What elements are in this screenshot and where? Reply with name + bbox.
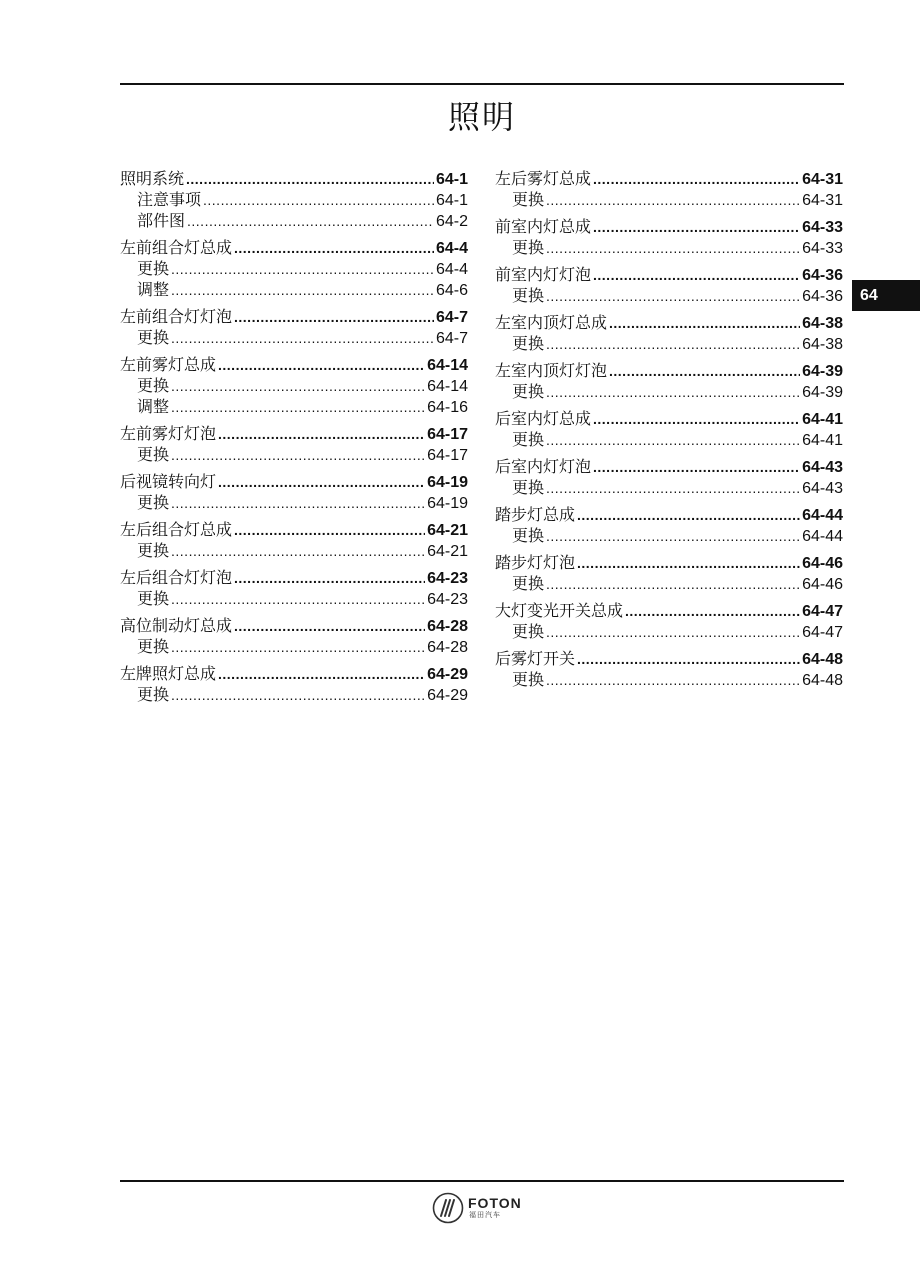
toc-subentry-title: 注意事项	[137, 190, 202, 209]
dot-leader	[218, 664, 425, 685]
toc-entry-page: 64-38	[802, 315, 843, 332]
dot-leader	[234, 520, 425, 541]
toc-entry-title: 左牌照灯总成	[120, 664, 217, 683]
dot-leader	[171, 589, 425, 610]
toc-subentry-title: 更换	[512, 526, 545, 545]
toc-subentry-page: 64-21	[427, 543, 468, 560]
toc-subentry-page: 64-19	[427, 495, 468, 512]
toc-subentry[interactable]	[120, 636, 468, 657]
toc-subentry-page: 64-36	[802, 288, 843, 305]
toc-entry-page: 64-23	[427, 570, 468, 587]
toc-entry-page: 64-41	[802, 411, 843, 428]
toc-group	[495, 216, 843, 258]
toc-subentry[interactable]	[120, 684, 468, 705]
toc-entry-page: 64-21	[427, 522, 468, 539]
toc-subentry-page: 64-17	[427, 447, 468, 464]
toc-entry-title: 左后雾灯总成	[495, 169, 592, 188]
toc-group	[495, 504, 843, 546]
dot-leader	[625, 601, 800, 622]
dot-leader	[171, 259, 434, 280]
toc-group	[120, 354, 468, 417]
toc-left-column	[120, 168, 468, 711]
toc-subentry[interactable]	[495, 621, 843, 642]
toc-group	[120, 567, 468, 609]
foton-emblem-icon	[432, 1192, 464, 1224]
dot-leader	[546, 382, 800, 403]
toc-subentry-title: 更换	[137, 685, 170, 704]
dot-leader	[546, 286, 800, 307]
toc-entry[interactable]	[495, 168, 843, 189]
dot-leader	[546, 430, 800, 451]
toc-entry[interactable]	[495, 312, 843, 333]
toc-group	[120, 237, 468, 300]
toc-entry-title: 踏步灯总成	[495, 505, 576, 524]
dot-leader	[546, 622, 800, 643]
toc-group	[495, 552, 843, 594]
toc-entry[interactable]	[120, 306, 468, 327]
dot-leader	[593, 169, 800, 190]
toc-subentry-page: 64-14	[427, 378, 468, 395]
dot-leader	[171, 280, 434, 301]
toc-group	[120, 615, 468, 657]
toc-subentry-title: 调整	[137, 397, 170, 416]
toc-right-column	[495, 168, 843, 696]
toc-entry-title: 后视镜转向灯	[120, 472, 217, 491]
dot-leader	[593, 217, 800, 238]
toc-entry-page: 64-39	[802, 363, 843, 380]
toc-group	[495, 360, 843, 402]
toc-subentry-page: 64-1	[435, 192, 468, 209]
toc-entry-title: 高位制动灯总成	[120, 616, 233, 635]
toc-entry[interactable]	[495, 408, 843, 429]
dot-leader	[546, 238, 800, 259]
toc-entry[interactable]	[120, 663, 468, 684]
toc-group	[120, 306, 468, 348]
dot-leader	[577, 553, 800, 574]
toc-entry-title: 左前雾灯总成	[120, 355, 217, 374]
toc-subentry[interactable]	[120, 444, 468, 465]
toc-entry[interactable]	[120, 615, 468, 636]
toc-entry-page: 64-44	[802, 507, 843, 524]
dot-leader	[609, 313, 800, 334]
toc-subentry[interactable]	[120, 210, 468, 231]
toc-entry-title: 左后组合灯灯泡	[120, 568, 233, 587]
toc-entry-title: 左室内顶灯灯泡	[495, 361, 608, 380]
toc-entry[interactable]	[495, 456, 843, 477]
toc-entry[interactable]	[495, 648, 843, 669]
toc-entry-title: 前室内灯总成	[495, 217, 592, 236]
toc-subentry-page: 64-43	[802, 480, 843, 497]
page-title: 照明	[447, 98, 516, 136]
toc-group	[120, 168, 468, 231]
toc-group	[120, 471, 468, 513]
toc-subentry[interactable]	[495, 525, 843, 546]
toc-subentry-title: 更换	[512, 478, 545, 497]
toc-subentry-title: 更换	[512, 430, 545, 449]
dot-leader	[218, 424, 425, 445]
toc-group	[495, 312, 843, 354]
toc-subentry-title: 更换	[137, 328, 170, 347]
toc-subentry[interactable]	[120, 588, 468, 609]
toc-entry-page: 64-47	[802, 603, 843, 620]
toc-entry-page: 64-14	[427, 357, 468, 374]
toc-subentry[interactable]	[495, 285, 843, 306]
toc-subentry-title: 调整	[137, 280, 170, 299]
toc-subentry-title: 更换	[137, 493, 170, 512]
toc-subentry[interactable]	[120, 258, 468, 279]
toc-subentry-page: 64-41	[802, 432, 843, 449]
toc-subentry[interactable]	[120, 396, 468, 417]
dot-leader	[203, 190, 434, 211]
toc-entry-title: 后雾灯开关	[495, 649, 576, 668]
toc-subentry-page: 64-47	[802, 624, 843, 641]
dot-leader	[593, 409, 800, 430]
dot-leader	[546, 334, 800, 355]
toc-entry-title: 前室内灯灯泡	[495, 265, 592, 284]
toc-entry[interactable]	[120, 423, 468, 444]
toc-subentry-page: 64-38	[802, 336, 843, 353]
dot-leader	[218, 472, 425, 493]
toc-entry-page: 64-48	[802, 651, 843, 668]
toc-subentry[interactable]	[120, 189, 468, 210]
toc-entry-page: 64-33	[802, 219, 843, 236]
toc-entry-title: 左后组合灯总成	[120, 520, 233, 539]
toc-subentry-page: 64-31	[802, 192, 843, 209]
toc-subentry-page: 64-29	[427, 687, 468, 704]
toc-subentry-page: 64-48	[802, 672, 843, 689]
toc-entry-title: 照明系统	[120, 169, 185, 188]
toc-subentry[interactable]	[120, 540, 468, 561]
toc-entry[interactable]	[120, 519, 468, 540]
dot-leader	[218, 355, 425, 376]
toc-group	[495, 600, 843, 642]
toc-subentry-title: 更换	[512, 670, 545, 689]
toc-entry[interactable]	[120, 471, 468, 492]
toc-group	[495, 168, 843, 210]
dot-leader	[171, 637, 425, 658]
toc-entry-page: 64-17	[427, 426, 468, 443]
toc-subentry-page: 64-46	[802, 576, 843, 593]
toc-subentry-title: 更换	[512, 238, 545, 257]
dot-leader	[171, 493, 425, 514]
toc-subentry-title: 更换	[512, 334, 545, 353]
dot-leader	[546, 526, 800, 547]
toc-subentry[interactable]	[495, 573, 843, 594]
toc-group	[120, 423, 468, 465]
toc-entry[interactable]	[495, 600, 843, 621]
dot-leader	[171, 376, 425, 397]
toc-entry[interactable]	[495, 360, 843, 381]
toc-group	[495, 264, 843, 306]
toc-subentry-title: 更换	[137, 259, 170, 278]
toc-entry-page: 64-28	[427, 618, 468, 635]
toc-entry[interactable]	[495, 216, 843, 237]
toc-subentry-title: 更换	[137, 589, 170, 608]
toc-entry-title: 左室内顶灯总成	[495, 313, 608, 332]
toc-entry-page: 64-43	[802, 459, 843, 476]
dot-leader	[234, 616, 425, 637]
toc-subentry[interactable]	[120, 279, 468, 300]
toc-subentry-title: 更换	[137, 541, 170, 560]
dot-leader	[546, 670, 800, 691]
toc-entry[interactable]	[120, 354, 468, 375]
toc-subentry-title: 更换	[137, 637, 170, 656]
toc-entry[interactable]	[495, 504, 843, 525]
toc-subentry-page: 64-2	[435, 213, 468, 230]
toc-subentry-title: 更换	[512, 574, 545, 593]
dot-leader	[577, 649, 800, 670]
dot-leader	[234, 238, 434, 259]
toc-subentry-page: 64-7	[435, 330, 468, 347]
dot-leader	[171, 328, 434, 349]
dot-leader	[171, 445, 425, 466]
toc-subentry-title: 更换	[512, 286, 545, 305]
dot-leader	[546, 478, 800, 499]
toc-subentry-title: 更换	[512, 190, 545, 209]
toc-subentry[interactable]	[495, 237, 843, 258]
dot-leader	[171, 397, 425, 418]
toc-entry[interactable]	[495, 264, 843, 285]
toc-entry-title: 踏步灯灯泡	[495, 553, 576, 572]
toc-subentry[interactable]	[495, 429, 843, 450]
toc-entry[interactable]	[120, 237, 468, 258]
toc-subentry-page: 64-4	[435, 261, 468, 278]
toc-entry-page: 64-7	[435, 309, 468, 326]
dot-leader	[187, 211, 434, 232]
dot-leader	[234, 568, 425, 589]
toc-subentry[interactable]	[495, 669, 843, 690]
toc-subentry-title: 更换	[137, 445, 170, 464]
header-rule	[120, 83, 844, 85]
toc-subentry-page: 64-39	[802, 384, 843, 401]
dot-leader	[234, 307, 434, 328]
toc-subentry-page: 64-23	[427, 591, 468, 608]
brand-name: FOTON	[468, 1195, 522, 1211]
dot-leader	[593, 457, 800, 478]
dot-leader	[577, 505, 800, 526]
toc-entry-page: 64-1	[435, 171, 468, 188]
toc-subentry-title: 更换	[137, 376, 170, 395]
toc-entry[interactable]	[120, 168, 468, 189]
toc-group	[120, 519, 468, 561]
toc-group	[495, 408, 843, 450]
toc-subentry-page: 64-44	[802, 528, 843, 545]
toc-subentry-title: 部件图	[137, 211, 186, 230]
toc-entry-page: 64-36	[802, 267, 843, 284]
brand-subtitle: 福田汽车	[469, 1211, 501, 1219]
toc-subentry-page: 64-16	[427, 399, 468, 416]
toc-entry-page: 64-29	[427, 666, 468, 683]
toc-group	[120, 663, 468, 705]
toc-entry-page: 64-19	[427, 474, 468, 491]
toc-subentry-page: 64-28	[427, 639, 468, 656]
toc-entry-page: 64-4	[435, 240, 468, 257]
toc-entry-title: 后室内灯灯泡	[495, 457, 592, 476]
toc-entry-title: 左前组合灯总成	[120, 238, 233, 257]
toc-subentry[interactable]	[495, 333, 843, 354]
dot-leader	[171, 541, 425, 562]
toc-subentry-title: 更换	[512, 622, 545, 641]
toc-entry-title: 后室内灯总成	[495, 409, 592, 428]
dot-leader	[546, 574, 800, 595]
toc-entry-title: 左前组合灯灯泡	[120, 307, 233, 326]
footer-rule	[120, 1180, 844, 1182]
toc-subentry[interactable]	[120, 327, 468, 348]
toc-subentry-title: 更换	[512, 382, 545, 401]
toc-group	[495, 456, 843, 498]
toc-subentry-page: 64-6	[435, 282, 468, 299]
foton-logo	[432, 1192, 542, 1224]
toc-subentry[interactable]	[495, 381, 843, 402]
dot-leader	[171, 685, 425, 706]
dot-leader	[593, 265, 800, 286]
toc-subentry-page: 64-33	[802, 240, 843, 257]
toc-entry[interactable]	[495, 552, 843, 573]
toc-group	[495, 648, 843, 690]
toc-subentry[interactable]	[120, 492, 468, 513]
chapter-tab[interactable]: 64	[852, 280, 920, 311]
toc-entry-page: 64-31	[802, 171, 843, 188]
toc-entry-page: 64-46	[802, 555, 843, 572]
toc-subentry[interactable]	[495, 189, 843, 210]
dot-leader	[609, 361, 800, 382]
toc-subentry[interactable]	[495, 477, 843, 498]
dot-leader	[186, 169, 434, 190]
toc-entry[interactable]	[120, 567, 468, 588]
toc-subentry[interactable]	[120, 375, 468, 396]
toc-entry-title: 大灯变光开关总成	[495, 601, 624, 620]
dot-leader	[546, 190, 800, 211]
toc-entry-title: 左前雾灯灯泡	[120, 424, 217, 443]
